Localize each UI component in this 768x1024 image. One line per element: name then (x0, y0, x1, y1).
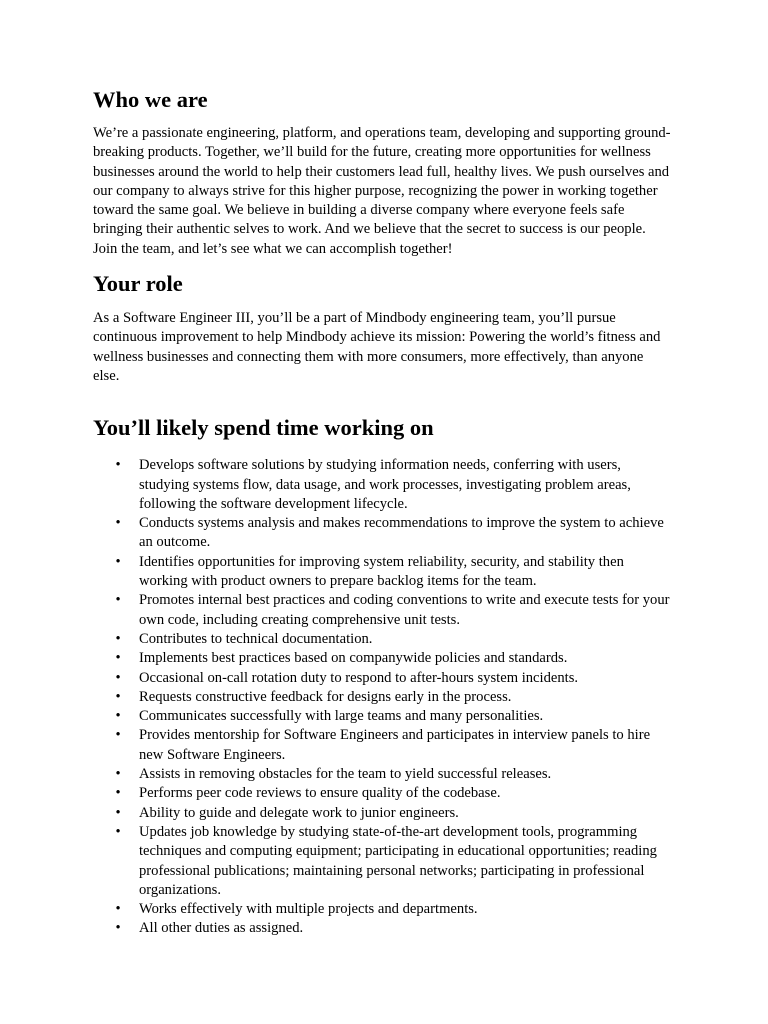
bullet-icon: • (115, 669, 121, 686)
bullet-icon: • (115, 553, 121, 570)
bullet-icon: • (115, 823, 121, 840)
bullet-icon: • (115, 688, 121, 705)
list-item-text: Requests constructive feedback for designs early in the process. (139, 688, 512, 705)
bullet-icon: • (115, 708, 121, 725)
list-item-text: Develops software solutions by studying information needs, conferring with users, studying systems flow, data usage, and work processes, investigating problem areas, following the software development lifecycle. (139, 457, 631, 512)
list-item-text: Provides mentorship for Software Engineers and participates in interview panels to hire new Software Engineers. (139, 727, 651, 763)
your-role-heading: Your role (93, 271, 183, 297)
list-item (93, 900, 673, 919)
bullet-icon: • (115, 592, 121, 609)
list-item-text: Occasional on-call rotation duty to respond to after-hours system incidents. (139, 669, 579, 686)
list-item-text: Ability to guide and delegate work to junior engineers. (139, 804, 459, 821)
bullet-icon: • (115, 785, 121, 802)
list-item-text: Promotes internal best practices and coding conventions to write and execute tests for your own code, including creating comprehensive unit tests. (139, 592, 670, 628)
list-item (93, 514, 673, 553)
bullet-icon: • (115, 920, 121, 937)
list-item (93, 669, 673, 688)
list-item-text: Contributes to technical documentation. (139, 630, 373, 647)
list-item-text: Assists in removing obstacles for the team to yield successful releases. (139, 766, 552, 783)
bullet-icon: • (115, 457, 121, 474)
list-item-text: Communicates successfully with large teams and many personalities. (139, 708, 544, 725)
list-item (93, 591, 673, 630)
bullet-icon: • (115, 650, 121, 667)
who-we-are-paragraph: We’re a passionate engineering, platform, and operations team, developing and supporting ground-breaking products. Together, we’ll build for the future, creating more opportunities for wellness businesses around the world to help their customers lead full, healthy lives. We push ourselves and our company to always strive for this higher purpose, recognizing the power in working together toward the same goal. We believe in building a diverse company where everyone feels safe bringing their authentic selves to work. And we believe that the secret to success is our people. Join the team, and let’s see what we can accomplish together! (93, 125, 671, 257)
responsibilities-heading: You’ll likely spend time working on (93, 415, 434, 441)
responsibilities-list (93, 456, 673, 938)
list-item (93, 630, 673, 649)
list-item-text: Works effectively with multiple projects and departments. (139, 901, 478, 918)
list-item (93, 919, 673, 938)
list-item (93, 649, 673, 668)
list-item (93, 804, 673, 823)
list-item (93, 784, 673, 803)
list-item-text: Conducts systems analysis and makes recommendations to improve the system to achieve an outcome. (139, 515, 664, 551)
bullet-icon: • (115, 630, 121, 647)
list-item-text: Performs peer code reviews to ensure quality of the codebase. (139, 785, 501, 802)
list-item-text: All other duties as assigned. (139, 920, 304, 937)
bullet-icon: • (115, 901, 121, 918)
document-page (93, 86, 673, 939)
bullet-icon: • (115, 515, 121, 532)
list-item (93, 688, 673, 707)
list-item (93, 553, 673, 592)
list-item-text: Identifies opportunities for improving system reliability, security, and stability then working with product owners to prepare backlog items for the team. (139, 553, 624, 590)
list-item (93, 726, 673, 765)
who-we-are-heading: Who we are (93, 87, 208, 112)
bullet-icon: • (115, 804, 121, 821)
list-item (93, 765, 673, 784)
list-item-text: Implements best practices based on companywide policies and standards. (139, 650, 568, 667)
list-item (93, 823, 673, 900)
list-item (93, 707, 673, 726)
your-role-paragraph: As a Software Engineer III, you’ll be a part of Mindbody engineering team, you’ll pursue continuous improvement to help Mindbody achieve its mission: Powering the world’s fitness and wellness businesses and connecting them with more consumers, more effectively, than anyone else. (93, 310, 661, 384)
list-item (93, 456, 673, 514)
bullet-icon: • (115, 727, 121, 744)
bullet-icon: • (115, 766, 121, 783)
list-item-text: Updates job knowledge by studying state-of-the-art development tools, programming techniques and computing equipment; participating in educational opportunities; reading professional publications; maintaining personal networks; participating in professional organizations. (139, 823, 657, 898)
